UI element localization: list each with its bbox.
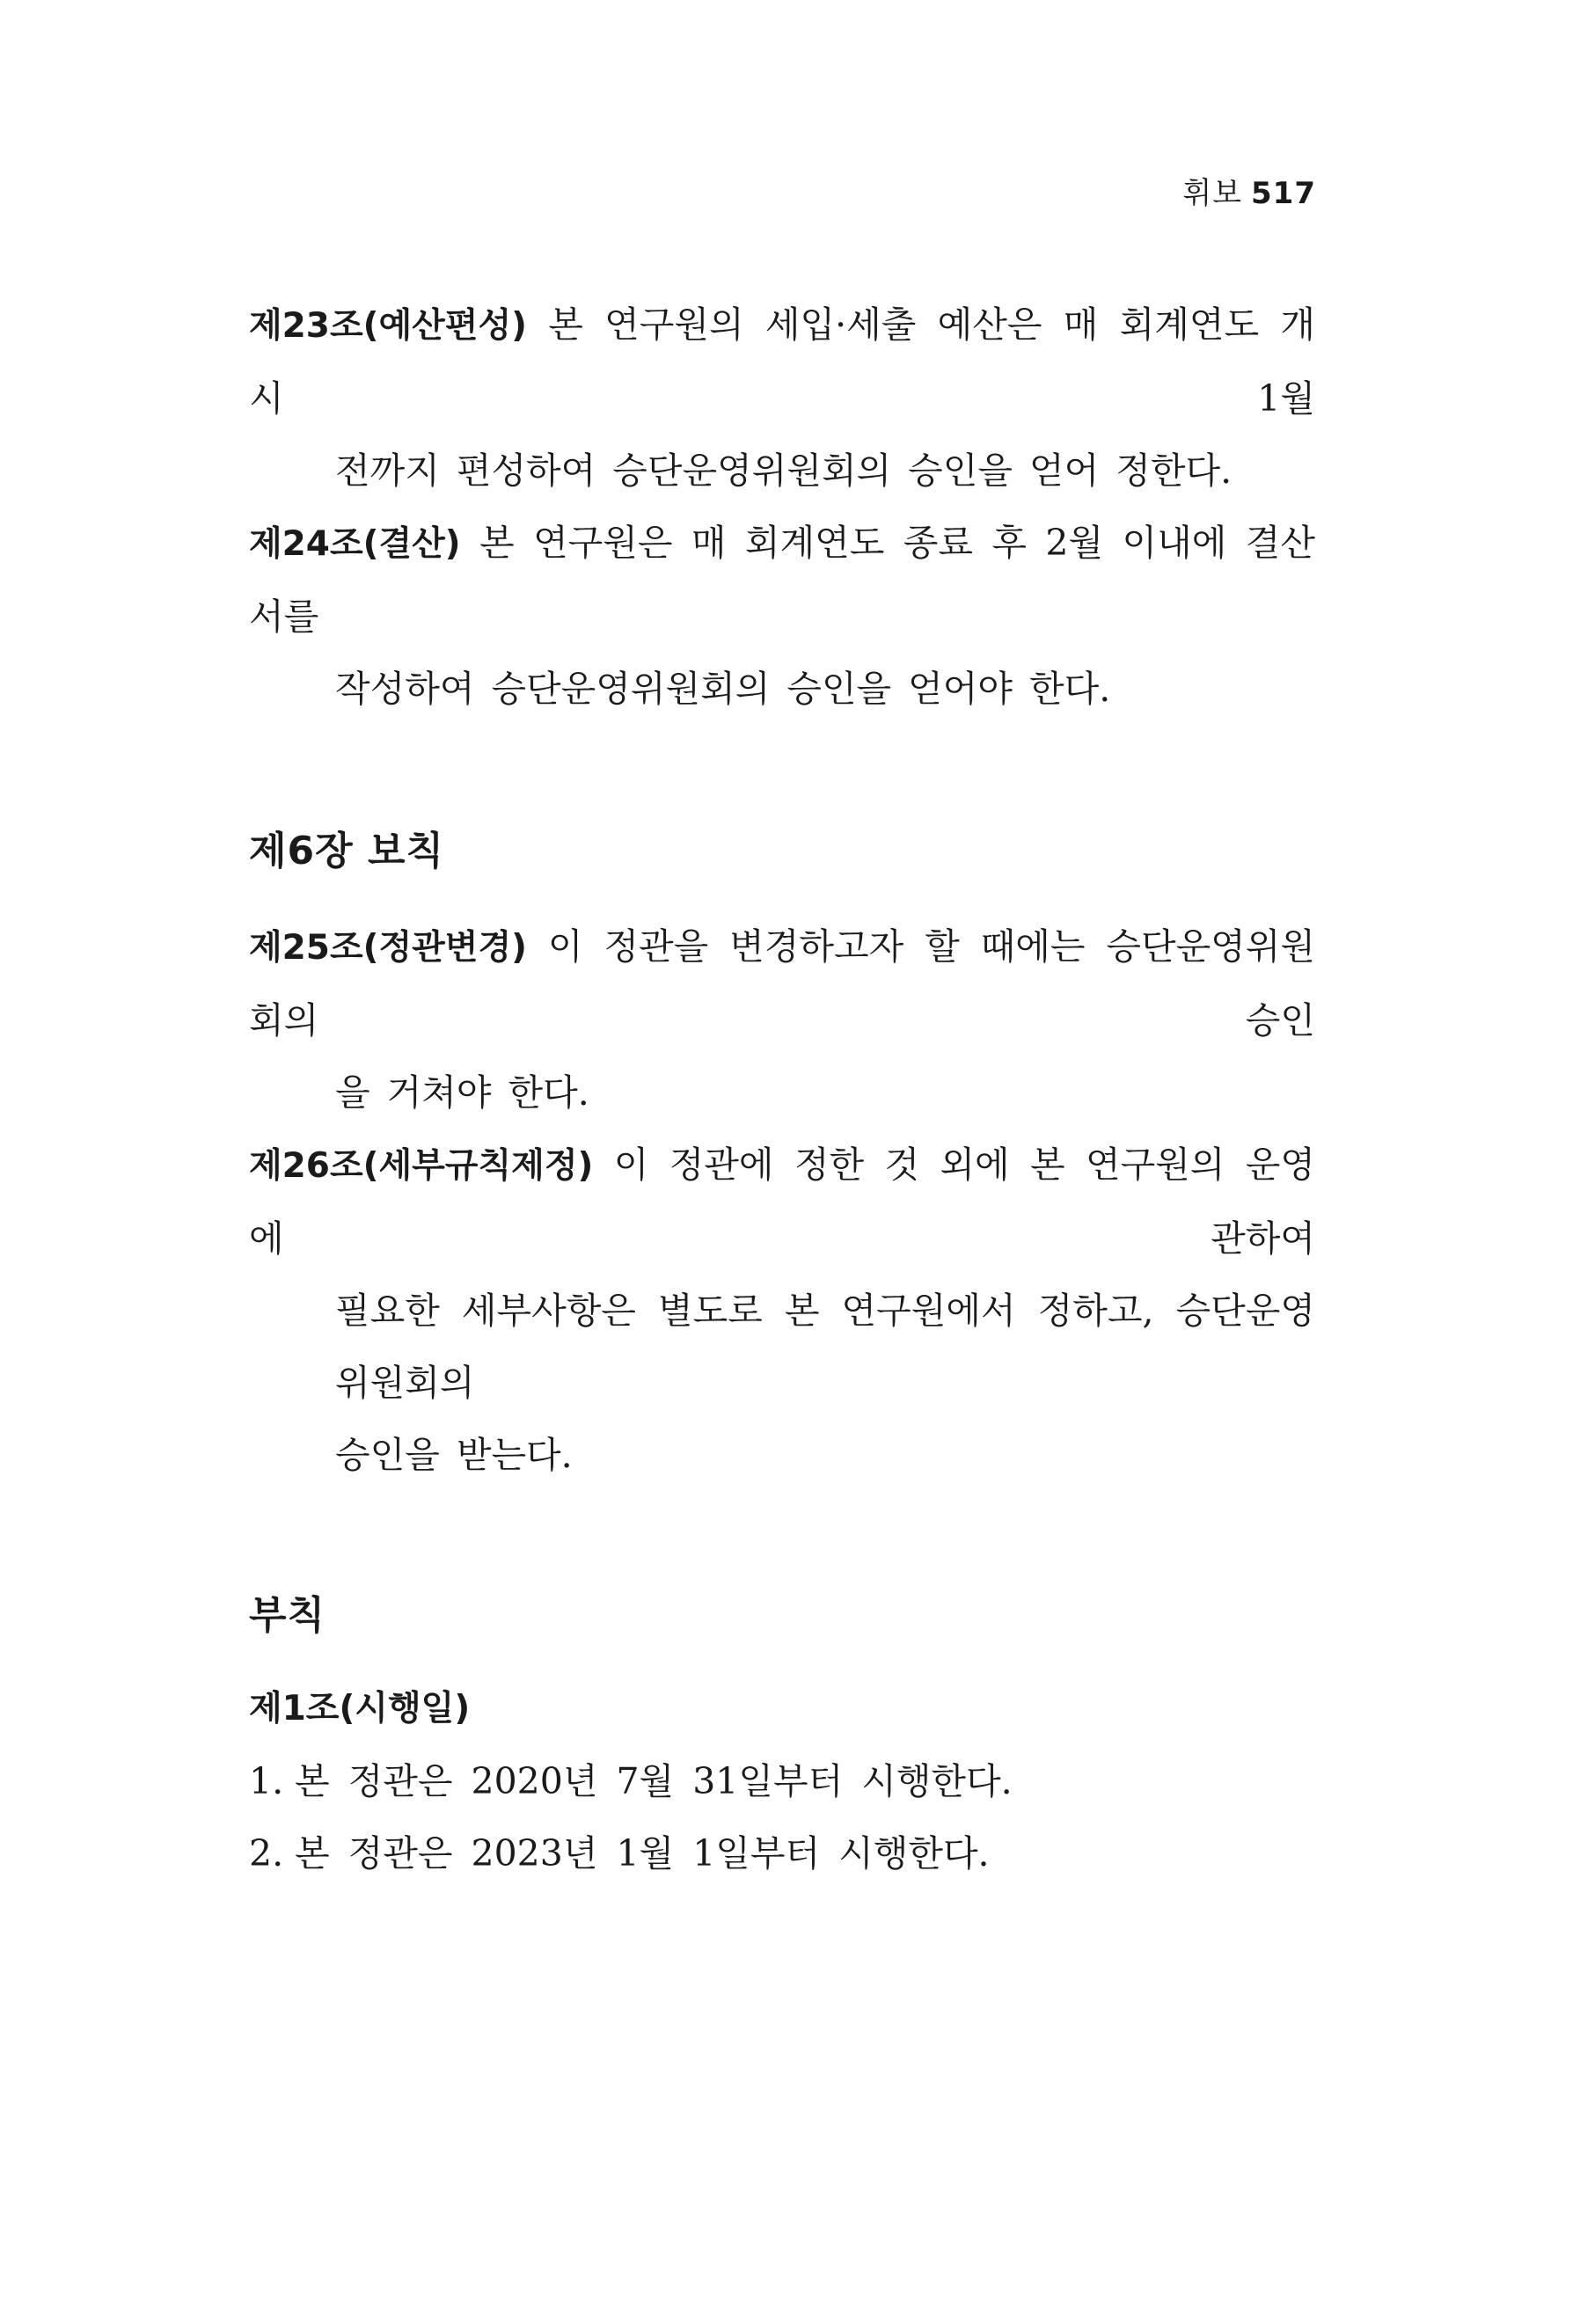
article-25 bbox=[249, 910, 1315, 1129]
list-item-text: 본 정관은 2020년 7월 31일부터 시행한다. bbox=[295, 1760, 1013, 1802]
article-24-first-line bbox=[249, 507, 1315, 653]
article-24 bbox=[249, 507, 1315, 725]
article-25-first-line bbox=[249, 910, 1315, 1056]
document-body bbox=[249, 289, 1315, 1889]
article-26-text-2: 필요한 세부사항은 별도로 본 연구원에서 정하고, 승단운영위원회의 bbox=[335, 1290, 1315, 1404]
article-23-text-2: 전까지 편성하여 승단운영위원회의 승인을 얻어 정한다. bbox=[335, 449, 1233, 492]
list-item-number: 2. bbox=[249, 1832, 284, 1875]
supplementary-article-heading: 제1조(시행일) bbox=[249, 1689, 471, 1728]
article-25-text-1: 이 정관을 변경하고자 할 때에는 승단운영위원회의 승인 bbox=[249, 925, 1315, 1041]
article-26 bbox=[249, 1129, 1315, 1491]
article-26-first-line bbox=[249, 1129, 1315, 1275]
article-23-text-1: 본 연구원의 세입·세출 예산은 매 회계연도 개시 1월 bbox=[249, 303, 1315, 420]
header-section: 휘보 bbox=[1182, 176, 1243, 211]
article-23-label: 제23조(예산편성) bbox=[249, 306, 527, 346]
article-26-text-1: 이 정관에 정한 것 외에 본 연구원의 운영에 관하여 bbox=[249, 1144, 1315, 1260]
list-item bbox=[249, 1817, 1315, 1889]
article-25-text-2: 을 거쳐야 한다. bbox=[335, 1071, 589, 1114]
chapter-6-title: 제6장 보칙 bbox=[249, 829, 444, 873]
list-item-number: 1. bbox=[249, 1760, 284, 1802]
article-23 bbox=[249, 289, 1315, 507]
list-item-text: 본 정관은 2023년 1월 1일부터 시행한다. bbox=[295, 1832, 990, 1875]
article-24-text-1: 본 연구원은 매 회계연도 종료 후 2월 이내에 결산서를 bbox=[249, 522, 1315, 638]
list-item bbox=[249, 1745, 1315, 1817]
supplementary-title: 부칙 bbox=[249, 1593, 326, 1638]
article-26-label: 제26조(세부규칙제정) bbox=[249, 1146, 594, 1186]
page-header bbox=[1182, 169, 1316, 212]
article-24-label: 제24조(결산) bbox=[249, 524, 461, 564]
page-number: 517 bbox=[1251, 176, 1316, 211]
article-26-text-3: 승인을 받는다. bbox=[335, 1434, 573, 1476]
article-24-text-2: 작성하여 승단운영위원회의 승인을 얻어야 한다. bbox=[335, 668, 1111, 710]
article-23-first-line bbox=[249, 289, 1315, 435]
article-25-label: 제25조(정관변경) bbox=[249, 928, 527, 968]
